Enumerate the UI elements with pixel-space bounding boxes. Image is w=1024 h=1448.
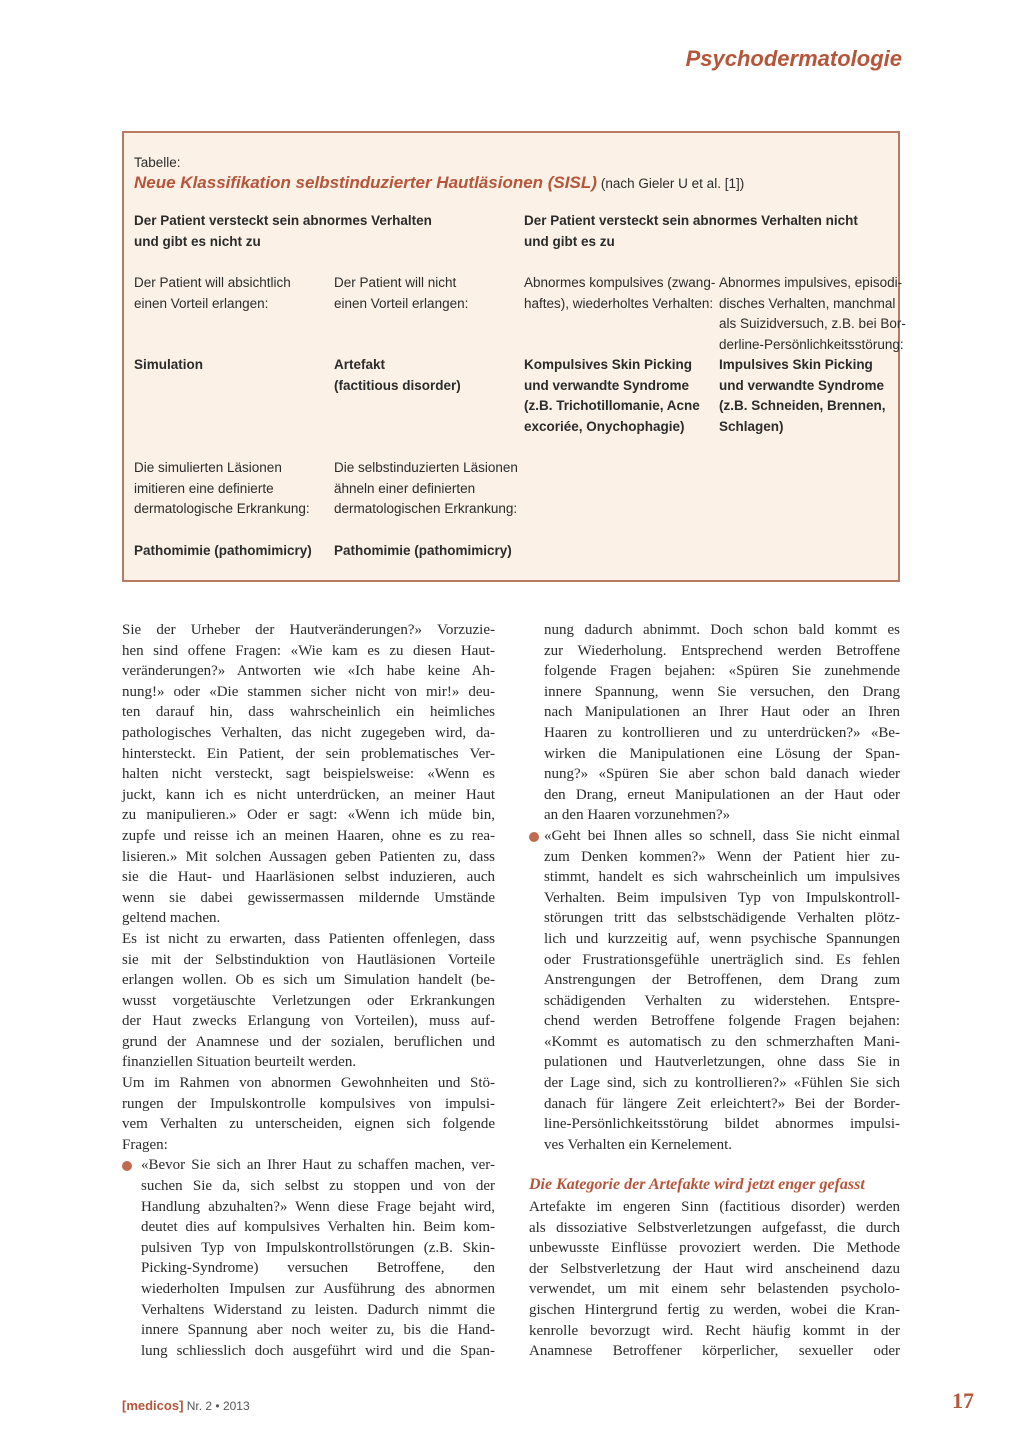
text-line: kenrolle bevorzugt wird. Recht häufig kommt in der <box>529 1322 900 1339</box>
paragraph <box>122 620 495 929</box>
text-line: Fragen: <box>122 1136 168 1153</box>
text-line: wenn sie dabei gewissermassen mildernde Umstände <box>122 889 495 906</box>
text-line: «Geht bei Ihnen alles so schnell, dass Sie nicht einmal <box>544 827 900 844</box>
col2-note: Die selbstinduzierten Läsionen ähneln einer definierten dermatologischen Erkrankung: <box>334 460 518 517</box>
text-line: gischen Hintergrund fertig zu werden, wobei die Kran- <box>529 1302 900 1318</box>
col1-outcome: Pathomimie (pathomimicry) <box>134 543 312 558</box>
text-line: lisieren.» Mit solchen Aussagen geben Patienten zu, dass <box>122 848 495 865</box>
text-line: pulsiven Typ von Impulskontrollstörungen (z.B. Skin- <box>141 1239 495 1256</box>
text-line: stimmt, handelt es sich wahrscheinlich um impulsives <box>544 869 900 886</box>
text-line: Um im Rahmen von abnormen Gewohnheiten und Stö- <box>122 1075 495 1092</box>
text-line: vem Verhalten zu unterscheiden, eignen sich folgende <box>122 1116 495 1133</box>
text-line: «Bevor Sie sich an Ihrer Haut zu schaffen machen, ver- <box>141 1157 495 1174</box>
text-line: wusst vorgetäuschte Verletzungen oder Erkrankungen <box>122 992 495 1009</box>
bullet-item <box>529 826 900 1156</box>
text-line: zu manipulieren.» Oder er sagt: «Wenn ich müde bin, <box>122 807 495 824</box>
table-title: Neue Klassifikation selbstinduzierter Hautläsionen (SISL) <box>134 173 597 192</box>
text-line: deutet dies auf kompulsives Verhalten hin. Beim kom- <box>141 1219 495 1236</box>
text-line: zupfe und reisse ich an meinen Haaren, ohne es zu rea- <box>122 827 495 844</box>
bullet-text <box>544 620 900 826</box>
bullet-continuation <box>529 620 900 826</box>
text-line: oder Frustrationsgefühle unerträglich sind. Es fehlen <box>544 951 900 968</box>
text-line: sie die Haut- und Haarläsionen selbst induzieren, auch <box>122 869 495 886</box>
paragraph <box>122 1073 495 1155</box>
text-line: an den Haaren vorzunehmen?» <box>544 807 731 824</box>
text-line: erlangen wollen. Ob es sich um Simulation handelt (be- <box>122 972 495 989</box>
text-line: nach Manipulationen an Ihrer Haut oder an Ihren <box>544 704 900 721</box>
text-line: chend werden Betroffene folgende Fragen bejahen: <box>544 1013 900 1030</box>
text-line: der Lage sind, sich zu kontrollieren?» «Fühlen Sie sich <box>544 1075 900 1092</box>
text-line: danach für längere Zeit erleichtert?» Bei der Border- <box>544 1095 900 1112</box>
text-line: nung?» «Spüren Sie aber schon bald danach wieder <box>544 766 900 783</box>
text-line: veränderungen?» Antworten wie «Ich habe keine Ah- <box>122 663 495 680</box>
text-line: rungen der Impulskontrolle kompulsives von impulsi- <box>122 1095 495 1112</box>
page-number: 17 <box>952 1388 974 1413</box>
text-line: line-Persönlichkeitsstörung bildet abnormes impulsi- <box>544 1116 900 1133</box>
col4-diagnosis: Impulsives Skin Picking und verwandte Syndrome (z.B. Schneiden, Brennen, Schlagen) <box>719 357 886 434</box>
text-line: «Kommt es automatisch zu den schmerzhaften Mani- <box>544 1033 900 1050</box>
bullet-dot <box>122 1161 132 1171</box>
text-line: ves Verhalten ein Kernelement. <box>544 1136 732 1153</box>
col1-note: Die simulierten Läsionen imitieren eine definierte dermatologische Erkrankung: <box>134 460 310 517</box>
text-line: Anamnese Betroffener körperlicher, sexueller oder <box>529 1343 900 1360</box>
col2-intro: Der Patient will nicht einen Vorteil erlangen: <box>334 275 469 311</box>
bullet-dot <box>529 832 539 842</box>
text-line: lich und kurzzeitig auf, wenn psychische Spannungen <box>544 930 900 947</box>
col3-diagnosis: Kompulsives Skin Picking und verwandte Syndrome (z.B. Trichotillomanie, Acne excoriée, Onychophagie) <box>524 357 700 434</box>
paragraph <box>122 929 495 1073</box>
col1-intro: Der Patient will absichtlich einen Vorteil erlangen: <box>134 275 291 311</box>
col1-diagnosis: Simulation <box>134 357 204 372</box>
group-header-not-hidden: Der Patient versteckt sein abnormes Verhalten nicht und gibt es zu <box>524 213 858 249</box>
bullet-text <box>141 1155 495 1361</box>
text-line: ten darauf hin, dass wahrscheinlich ein heimliches <box>122 704 495 721</box>
running-header: Psychodermatologie <box>685 46 902 71</box>
text-line: pulationen und Hautverletzungen, ohne dass Sie in <box>544 1054 900 1071</box>
text-line: Verhalten. Beim impulsiven Typ von Impulskontroll- <box>544 889 900 906</box>
issue-info: Nr. 2 • 2013 <box>186 1399 250 1413</box>
text-line: Picking-Syndrome) versuchen Betroffene, den <box>141 1260 495 1277</box>
text-line: Handlung abzuhalten?» Wenn diese Frage bejaht wird, <box>141 1198 495 1215</box>
col3-intro: Abnormes kompulsives (zwang- haftes), wiederholtes Verhalten: <box>524 275 716 311</box>
table-source: (nach Gieler U et al. [1]) <box>600 176 745 191</box>
text-line: verwendet, um mit einem sehr belastenden psycholo- <box>529 1281 900 1298</box>
text-line: hintersteckt. Ein Patient, der sein problematisches Ver- <box>122 745 495 762</box>
text-line: nung dadurch abnimmt. Doch schon bald kommt es <box>544 622 900 638</box>
group-header-hidden: Der Patient versteckt sein abnormes Verhalten und gibt es nicht zu <box>134 213 432 249</box>
text-line: zum Denken kommen?» Wenn der Patient hier zu- <box>544 848 900 865</box>
text-line: Haaren zu kontrollieren und zu unterdrücken?» «Be- <box>544 724 900 741</box>
text-line: zur Wiederholung. Entsprechend werden Betroffene <box>544 642 900 659</box>
text-line: wiederholten Impulsen zur Ausführung des abnormen <box>141 1281 495 1297</box>
text-line: geltend machen. <box>122 910 221 927</box>
text-line: schädigenden Verhalten zu widerstehen. Entspre- <box>544 992 900 1009</box>
text-line: grund der Anamnese und der sozialen, beruflichen und <box>122 1033 495 1050</box>
col4-intro: Abnormes impulsives, episodi- disches Verhalten, manchmal als Suizidversuch, z.B. bei Bor- derline-Persönlichkeitsstörung: <box>719 275 906 352</box>
body-column-right <box>529 620 900 1362</box>
text-line: juckt, kann ich es nicht unterdrücken, an meiner Haut <box>122 786 495 803</box>
text-line: lung schliesslich doch ausgeführt wird und die Span- <box>141 1342 495 1359</box>
text-line: wirken die Manipulationen eine Lösung der Span- <box>544 745 900 762</box>
col2-diagnosis: Artefakt (factitious disorder) <box>334 357 461 393</box>
classification-table <box>122 131 906 582</box>
text-line: der Selbstverletzung der Haut wird anscheinend dazu <box>529 1260 900 1277</box>
text-line: der Haut zwecks Erlangung von Vorteilen), muss auf- <box>122 1013 495 1030</box>
body-column-left <box>122 620 495 1361</box>
text-line: Anstrengungen der Betroffenen, dem Drang zum <box>544 972 900 989</box>
bullet-item <box>122 1155 495 1361</box>
text-line: sie mit der Selbstinduktion von Hautläsionen Vorteile <box>122 951 495 968</box>
text-line: störungen tritt das selbstschädigende Verhalten plötz- <box>544 910 900 927</box>
paragraph <box>529 1197 900 1362</box>
col2-outcome: Pathomimie (pathomimicry) <box>334 543 512 558</box>
table-caption: Tabelle: <box>134 155 181 170</box>
text-line: hen sind offene Fragen: «Wie kam es zu diesen Haut- <box>122 642 495 659</box>
text-line: nung!» oder «Die stammen sicher nicht von mir!» deu- <box>122 683 495 700</box>
text-line: innere Spannung, wenn Sie versuchen, den Drang <box>544 683 900 700</box>
bullet-text <box>544 826 900 1156</box>
text-line: als dissoziative Selbstverletzungen aufgefasst, die durch <box>529 1219 900 1236</box>
publication-brand: [medicos] <box>122 1398 184 1413</box>
text-line: finanziellen Situation beurteilt werden. <box>122 1054 357 1071</box>
text-line: unbewusste Einflüsse provoziert werden. Die Methode <box>529 1240 900 1257</box>
text-line: folgende Fragen bejahen: «Spüren Sie zunehmende <box>544 663 900 680</box>
text-line: Sie der Urheber der Hautveränderungen?» Vorzuzie- <box>122 622 495 638</box>
text-line: halten nicht versteckt, sagt beispielsweise: «Wenn es <box>122 766 495 783</box>
text-line: Es ist nicht zu erwarten, dass Patienten offenlegen, dass <box>122 930 495 947</box>
table-title-row <box>134 173 744 195</box>
text-line: Artefakte im engeren Sinn (factitious disorder) werden <box>529 1199 900 1216</box>
text-line: suchen Sie da, sich selbst zu stoppen und von der <box>141 1178 495 1195</box>
section-subheading: Die Kategorie der Artefakte wird jetzt enger gefasst <box>529 1176 865 1194</box>
text-line: den Drang, erneut Manipulationen an der Haut oder <box>544 786 900 803</box>
text-line: innere Spannung aber noch weiter zu, bis die Hand- <box>141 1322 495 1339</box>
text-line: Verhaltens Widerstand zu leisten. Dadurch nimmt die <box>141 1301 495 1318</box>
page-footer <box>122 1398 250 1413</box>
text-line: pathologisches Verhalten, das nicht zugegeben wird, da- <box>122 724 495 741</box>
